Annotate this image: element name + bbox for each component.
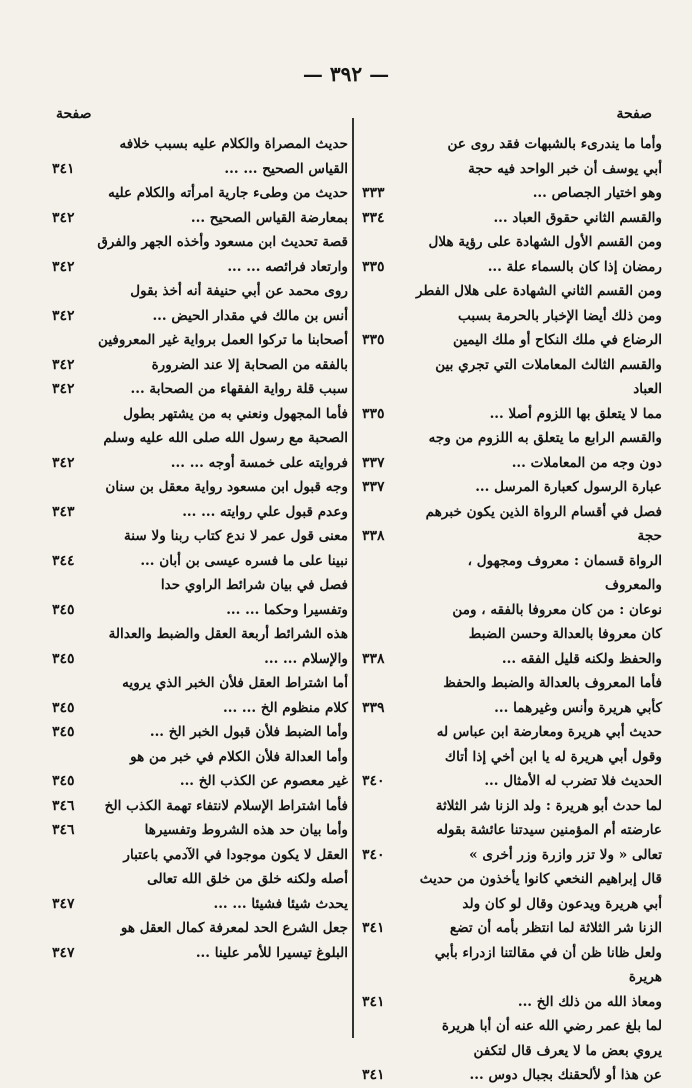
index-entry	[362, 279, 662, 353]
index-entry-page: ٣٤٤	[52, 552, 75, 569]
index-entry-text: ومن القسم الأول الشهادة على رؤية هلال رمضان إذا كان بالسماء علة ...	[428, 234, 662, 275]
index-entry-text: وأما بيان حد هذه الشروط وتفسيرها	[144, 822, 348, 838]
index-entry-text: فصل في بيان شرائط الراوي حدا وتفسيرا وحكما ... ...	[160, 577, 348, 618]
index-entry-page: ٣٤٣	[52, 503, 75, 520]
index-entry-text: لما حدث أبو هريرة : ولد الزنا شر الثلاثة عارضته أم المؤمنين سيدتنا عائشة بقوله تعالى « ولا تزر وازرة وزر أخرى »	[435, 797, 662, 863]
column-header-right: صفحة	[616, 106, 652, 122]
index-entry-text: فصل في أقسام الرواة الذين يكون خبرهم حجة	[425, 503, 662, 544]
index-entry-text: حديث المصراة والكلام عليه بسبب خلافه القياس الصحيح ... ...	[119, 136, 348, 177]
index-entry-text: لما بلغ عمر رضي الله عنه أن أبا هريرة يروي بعض ما لا يعرف قال لتكفن عن هذا أو لألحقنك بجبال دوس ...	[441, 1018, 662, 1083]
index-entry-page: ٣٤٦	[52, 797, 75, 814]
index-entry-page: ٣٤٦	[52, 822, 75, 838]
index-entry-page: ٣٣٥	[362, 258, 385, 275]
index-entry	[362, 549, 662, 672]
index-entry	[362, 230, 662, 279]
index-entry	[52, 181, 348, 230]
index-entry	[362, 426, 662, 475]
index-entry-text: وجه قبول ابن مسعود رواية معقل بن سنان وعدم قبول علي روايته ... ...	[105, 479, 348, 520]
index-entry-page: ٣٤٢	[52, 454, 75, 471]
page-number: — ٣٩٢ —	[302, 62, 390, 86]
column-divider	[352, 118, 354, 1038]
index-entry-text: فأما المجهول ونعني به من يشتهر بطول الصحبة مع رسول الله صلى الله عليه وسلم فروايته على خمسة أوجه ... ...	[103, 405, 348, 471]
index-entry-text: معنى قول عمر لا ندع كتاب ربنا ولا سنة نبينا على ما فسره عيسى بن أبان ...	[124, 528, 348, 569]
index-entry-page: ٣٤٢	[52, 381, 75, 397]
index-entry-page: ٣٤١	[362, 1067, 385, 1083]
index-entry-text: عبارة الرسول كعبارة المرسل ...	[475, 479, 662, 495]
index-entry-text: والقسم الثالث المعاملات التي تجري بين العباد مما لا يتعلق بها اللزوم أصلا ...	[435, 356, 662, 422]
index-entry	[52, 818, 348, 843]
index-entry-page: ٣٤١	[52, 160, 75, 177]
index-entry-page: ٣٤٢	[52, 209, 75, 226]
index-entry-text: جعل الشرع الحد لمعرفة كمال العقل هو البلوغ تيسيرا للأمر علينا ...	[120, 920, 348, 961]
right-column	[362, 132, 662, 1083]
index-entry	[362, 353, 662, 427]
index-entry-page: ٣٣٨	[362, 528, 385, 544]
index-entry	[52, 132, 348, 181]
index-entry-page: ٣٤٥	[52, 773, 75, 789]
index-entry-page: ٣٤٥	[52, 650, 75, 667]
index-entry-page: ٣٤٥	[52, 724, 75, 740]
index-entry	[362, 941, 662, 1015]
index-entry	[362, 475, 662, 500]
index-entry-text: وأما العدالة فلأن الكلام في خبر من هو غير معصوم عن الكذب الخ ...	[130, 748, 348, 789]
index-entry-text: حديث أبي هريرة ومعارضة ابن عباس له وقول أبي هريرة له يا ابن أخي إذا أتاك الحديث فلا تضرب له الأمثال ...	[436, 724, 662, 789]
index-entry	[362, 1014, 662, 1088]
index-entry-page: ٣٣٤	[362, 209, 385, 226]
index-entry	[52, 328, 348, 377]
index-entry-page: ٣٤٢	[52, 356, 75, 373]
index-entry	[52, 916, 348, 965]
index-entry	[362, 671, 662, 720]
index-entry	[52, 230, 348, 279]
index-entry-text: والقسم الثاني حقوق العباد ...	[493, 209, 662, 226]
column-header-left: صفحة	[56, 106, 92, 122]
index-entry-text: روى محمد عن أبي حنيفة أنه أخذ بقول أنس بن مالك في مقدار الحيض ...	[130, 283, 348, 324]
index-entry-text: ولعل ظانا ظن أن في مقالتنا ازدراء بأبي هريرة ومعاذ الله من ذلك الخ ...	[434, 944, 662, 1010]
index-entry	[362, 867, 662, 941]
index-entry-text: العقل لا يكون موجودا في الآدمي باعتبار أصله ولكنه خلق من خلق الله تعالى يحدث شيئا فشيئا ... ...	[123, 846, 348, 912]
index-entry-page: ٣٤١	[362, 920, 385, 936]
index-entry-page: ٣٤٧	[52, 944, 75, 961]
index-entry-page: ٣٤٥	[52, 601, 75, 618]
index-entry-text: سبب قلة رواية الفقهاء من الصحابة ...	[130, 381, 348, 397]
index-entry	[52, 524, 348, 573]
index-entry	[52, 279, 348, 328]
index-entry-text: الرواة قسمان : معروف ومجهول ، والمعروف نوعان : من كان معروفا بالفقه ، ومن كان معروفا بالعدالة وحسن الضبط والحفظ ولكنه قليل الفقه ...	[452, 552, 662, 667]
index-entry-text: وأما ما يندرىء بالشبهات فقد روى عن أبي يوسف أن خبر الواحد فيه حجة وهو اختيار الجصاص ...	[447, 136, 662, 201]
index-entry	[362, 500, 662, 549]
index-entry	[52, 475, 348, 524]
index-entry	[52, 843, 348, 917]
index-entry-page: ٣٤٥	[52, 699, 75, 716]
index-entry-text: هذه الشرائط أربعة العقل والضبط والعدالة والإسلام ... ...	[108, 626, 348, 667]
index-entry-page: ٣٤٠	[362, 846, 385, 863]
index-entry-page: ٣٣٥	[362, 405, 385, 422]
index-entry-page: ٣٣٣	[362, 185, 385, 201]
index-entry-page: ٣٣٥	[362, 332, 385, 348]
index-entry	[362, 206, 662, 231]
index-entry-page: ٣٣٧	[362, 479, 385, 495]
index-entry	[362, 794, 662, 868]
index-entry-text: حديث من وطىء جارية امرأته والكلام عليه بمعارضة القياس الصحيح ...	[108, 185, 348, 226]
index-entry	[52, 671, 348, 720]
index-entry	[52, 622, 348, 671]
index-entry-text: والقسم الرابع ما يتعلق به اللزوم من وجه دون وجه من المعاملات ...	[428, 430, 662, 471]
index-entry	[52, 402, 348, 476]
index-entry-page: ٣٤٧	[52, 895, 75, 912]
index-entry	[52, 377, 348, 402]
index-entry-text: ومن القسم الثاني الشهادة على هلال الفطر ومن ذلك أيضا الإخبار بالحرمة بسبب الرضاع في ملك النكاح أو ملك اليمين	[415, 283, 662, 348]
index-entry	[362, 720, 662, 794]
left-column	[52, 132, 348, 1038]
index-entry-text: فأما المعروف بالعدالة والضبط والحفظ كأبي هريرة وأنس وغيرهما ...	[443, 675, 662, 716]
index-entry-page: ٣٤٠	[362, 773, 385, 789]
index-entry-page: ٣٤٢	[52, 307, 75, 324]
index-entry-text: فأما اشتراط الإسلام لانتفاء تهمة الكذب الخ	[104, 797, 348, 814]
index-entry-text: أصحابنا ما تركوا العمل برواية غير المعروفين بالفقه من الصحابة إلا عند الضرورة	[97, 332, 348, 373]
index-entry-page: ٣٣٩	[362, 699, 385, 716]
index-entry-page: ٣٣٧	[362, 454, 385, 471]
index-entry	[52, 573, 348, 622]
index-entry-text: قال إبراهيم النخعي كانوا يأخذون من حديث أبي هريرة ويدعون وقال لو كان ولد الزنا شر الثلاثة لما انتظر بأمه أن تضع	[419, 871, 662, 936]
index-entry	[362, 132, 662, 206]
index-entry-text: أما اشتراط العقل فلأن الخبر الذي يرويه كلام منظوم الخ ... ...	[122, 675, 348, 716]
index-entry-page: ٣٤٢	[52, 258, 75, 275]
index-entry-page: ٣٣٨	[362, 650, 385, 667]
index-entry-page: ٣٤١	[362, 993, 385, 1010]
index-entry	[52, 720, 348, 745]
index-entry-text: قصة تحديث ابن مسعود وأخذه الجهر والفرق وارتعاد فرائصه ... ...	[97, 234, 348, 275]
index-entry	[52, 745, 348, 794]
index-entry	[52, 794, 348, 819]
index-entry-text: وأما الضبط فلأن قبول الخبر الخ ...	[149, 724, 348, 740]
